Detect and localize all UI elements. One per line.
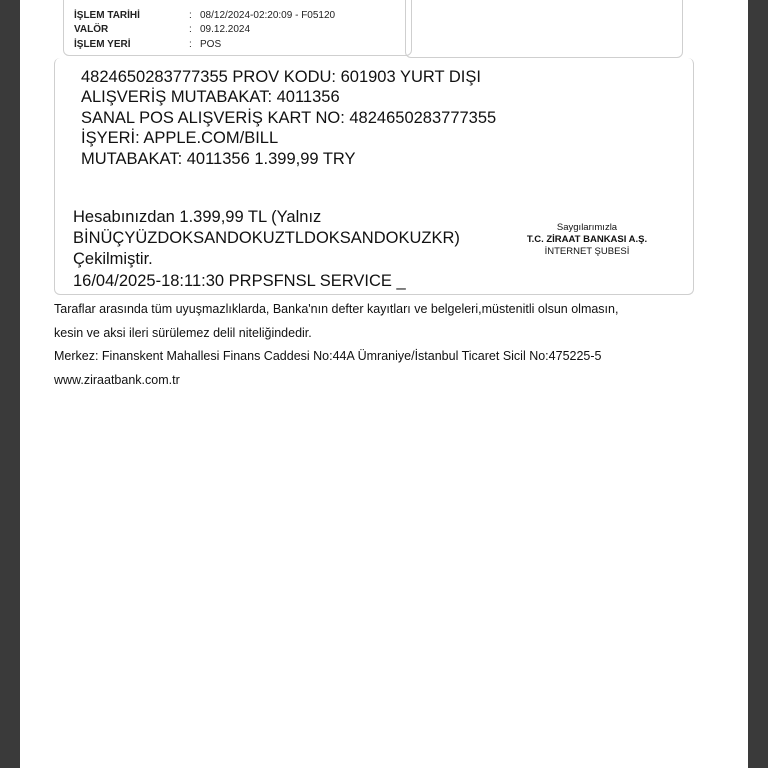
transaction-info-box bbox=[63, 0, 412, 56]
footer-address: Merkez: Finanskent Mahallesi Finans Caddesi No:44A Ümraniye/İstanbul Ticaret Sicil No:475225-5 bbox=[54, 349, 602, 363]
summary-line: Çekilmiştir. bbox=[73, 250, 153, 268]
description-line: SANAL POS ALIŞVERİŞ KART NO: 4824650283777355 bbox=[81, 109, 497, 127]
summary-line: BİNÜÇYÜZDOKSANDOKUZTLDOKSANDOKUZKR) bbox=[73, 229, 460, 247]
signature-bank-name: T.C. ZİRAAT BANKASI A.Ş. bbox=[526, 234, 648, 245]
description-line: İŞYERİ: APPLE.COM/BILL bbox=[81, 129, 279, 147]
info-separator: : bbox=[189, 39, 192, 50]
summary-timestamp-line: 16/04/2025-18:11:30 PRPSFNSL SERVICE _ bbox=[73, 272, 406, 290]
info-label-location: İŞLEM YERİ bbox=[74, 39, 131, 50]
info-value-value-date: 09.12.2024 bbox=[200, 24, 251, 35]
signature-branch: İNTERNET ŞUBESİ bbox=[544, 246, 630, 257]
footer-website-link[interactable]: www.ziraatbank.com.tr bbox=[54, 373, 180, 387]
info-separator: : bbox=[189, 24, 192, 35]
info-separator: : bbox=[189, 10, 192, 21]
footer-legal-text: kesin ve aksi ileri sürülemez delil niteliğindedir. bbox=[54, 326, 312, 340]
info-value-transaction-date: 08/12/2024-02:20:09 - F05120 bbox=[200, 10, 336, 21]
description-line: ALIŞVERİŞ MUTABAKAT: 4011356 bbox=[81, 88, 340, 106]
description-line: 4824650283777355 PROV KODU: 601903 YURT DIŞI bbox=[81, 68, 481, 86]
info-label-value-date: VALÖR bbox=[74, 24, 109, 35]
info-label-transaction-date: İŞLEM TARİHİ bbox=[74, 10, 140, 21]
info-value-location: POS bbox=[200, 39, 222, 50]
secondary-info-box bbox=[405, 0, 683, 58]
description-line: MUTABAKAT: 4011356 1.399,99 TRY bbox=[81, 150, 356, 168]
footer-legal-text: Taraflar arasında tüm uyuşmazlıklarda, Banka'nın defter kayıtları ve belgeleri,müstenitli olsun olmasın, bbox=[54, 302, 619, 316]
signature-greeting: Saygılarımızla bbox=[556, 222, 618, 233]
document-page bbox=[20, 0, 748, 768]
summary-line: Hesabınızdan 1.399,99 TL (Yalnız bbox=[73, 208, 322, 226]
